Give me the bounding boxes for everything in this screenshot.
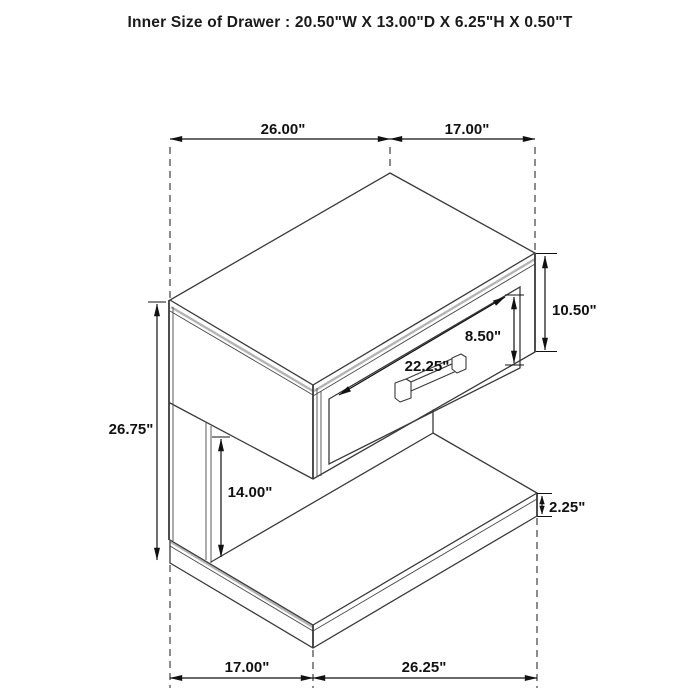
- cabinet-top-face: [170, 173, 535, 385]
- dim-open-shelf-height: [212, 437, 272, 557]
- cabinet-left-edge-inner: [173, 307, 317, 541]
- handle-right-cap: [452, 354, 466, 373]
- dim-drawer-face-height: [465, 295, 524, 365]
- dim-label-cabinet-top-width: 26.00": [260, 121, 306, 138]
- nightstand-drawing: [169, 173, 537, 648]
- dim-cabinet-top-width: [170, 121, 390, 139]
- handle-left-cap: [395, 379, 411, 402]
- dim-label-base-thickness: 2.25": [549, 499, 586, 516]
- dim-base-thickness: [537, 494, 585, 517]
- dim-overall-height: [109, 302, 166, 560]
- base-corner-edges: [313, 493, 537, 648]
- dim-label-overall-height: 26.75": [108, 421, 154, 438]
- dim-label-drawer-face-width: 22.25": [404, 358, 450, 375]
- dim-label-base-bottom-depth: 17.00": [224, 659, 270, 676]
- cabinet-top-slab-shadow: [171, 259, 535, 391]
- base-slab-lines: [170, 499, 537, 631]
- page-title: Inner Size of Drawer : 20.50"W X 13.00"D X 6.25"H X 0.50"T: [127, 14, 573, 31]
- base-top-slab-shadow: [171, 542, 313, 627]
- dim-cabinet-top-depth: [390, 121, 535, 139]
- base-bottom-edges: [170, 516, 537, 648]
- dim-label-drawer-face-height: 8.50": [464, 328, 502, 345]
- dim-base-bottom-width: [313, 659, 537, 678]
- dimension-annotations: [109, 121, 597, 678]
- dim-label-cabinet-top-depth: 17.00": [444, 121, 490, 138]
- dim-base-bottom-depth: [170, 659, 313, 678]
- dim-label-base-bottom-width: 26.25": [401, 659, 447, 676]
- dim-label-cabinet-height: 10.50": [552, 302, 597, 319]
- dim-label-open-shelf-height: 14.00": [227, 484, 273, 501]
- dim-cabinet-height: [536, 254, 597, 352]
- left-support-panel-edges: [206, 423, 211, 563]
